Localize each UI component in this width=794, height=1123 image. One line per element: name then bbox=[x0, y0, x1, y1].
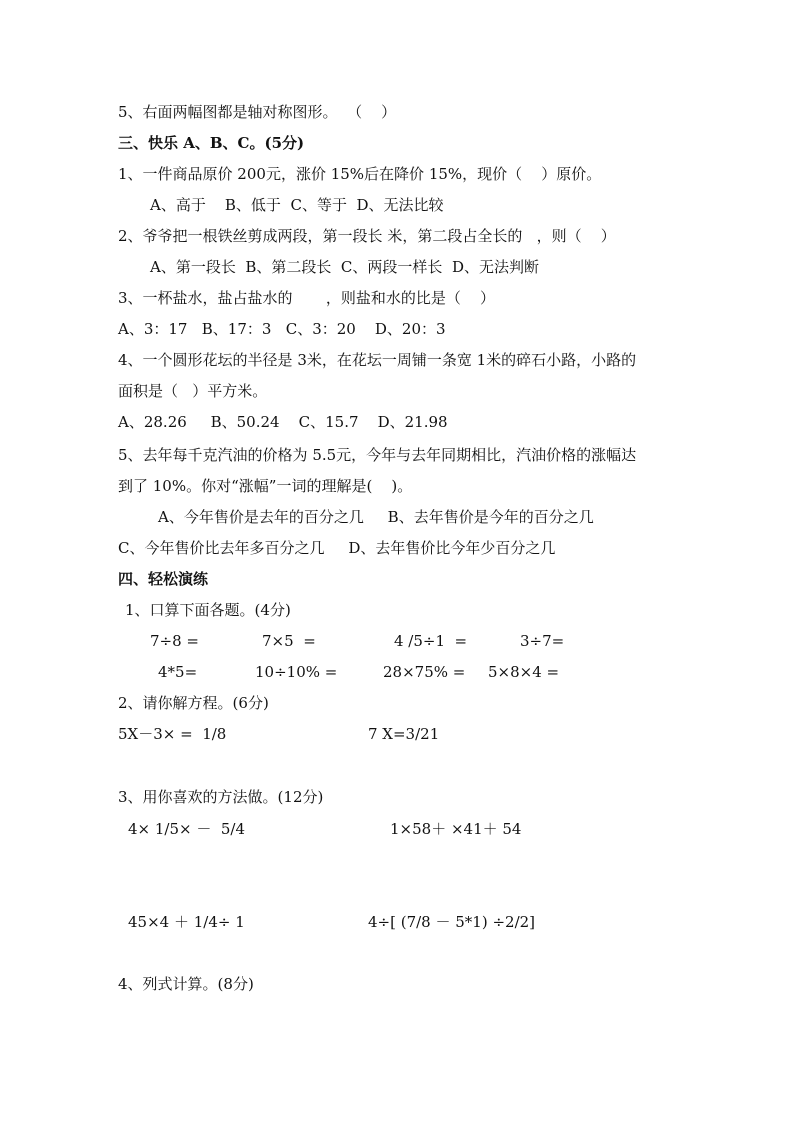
calculation-item: 45×4 ＋ 1/4÷ 1 bbox=[128, 913, 245, 931]
question-5-gasoline: 5、去年每千克汽油的价格为 5.5元，今年与去年同期相比，汽油价格的涨幅达 bbox=[118, 446, 637, 464]
mental-math-item: 7÷8 = bbox=[150, 632, 199, 650]
question-3-salt: 3、一杯盐水，盐占盐水的 ，则盐和水的比是（ ） bbox=[118, 289, 495, 307]
question-3-options: A、3：17 B、17：3 C、3：20 D、20：3 bbox=[118, 320, 446, 338]
exercise-3-heading: 3、用你喜欢的方法做。(12分) bbox=[118, 788, 324, 806]
question-4-garden: 4、一个圆形花坛的半径是 3米，在花坛一周铺一条宽 1米的碎石小路，小路的 bbox=[118, 351, 637, 369]
mental-math-item: 10÷10% = bbox=[255, 663, 338, 681]
section-3-heading: 三、快乐 A、B、C。(5分) bbox=[118, 134, 305, 152]
question-5-continued: 到了 10%。你对“涨幅”一词的理解是( )。 bbox=[118, 477, 413, 495]
question-5-options-cd: C、今年售价比去年多百分之几 D、去年售价比今年少百分之几 bbox=[118, 539, 556, 557]
section-4-heading: 四、轻松演练 bbox=[118, 570, 209, 588]
question-2-options: A、第一段长 B、第二段长 C、两段一样长 D、无法判断 bbox=[150, 258, 539, 276]
question-4-options: A、28.26 B、50.24 C、15.7 D、21.98 bbox=[118, 413, 448, 431]
equation-item: 7 X=3/21 bbox=[368, 725, 440, 743]
exercise-1-heading: 1、口算下面各题。(4分) bbox=[125, 601, 291, 619]
calculation-item: 4÷[ (7/8 － 5*1) ÷2/2] bbox=[368, 913, 536, 931]
exercise-2-heading: 2、请你解方程。(6分) bbox=[118, 694, 269, 712]
mental-math-item: 4*5= bbox=[158, 663, 198, 681]
question-1-price: 1、一件商品原价 200元，涨价 15%后在降价 15%，现价（ ）原价。 bbox=[118, 165, 602, 183]
mental-math-item: 4 /5÷1 = bbox=[394, 632, 468, 650]
question-1-options: A、高于 B、低于 C、等于 D、无法比较 bbox=[150, 196, 444, 214]
question-5-symmetry: 5、右面两幅图都是轴对称图形。 （ ） bbox=[118, 103, 397, 121]
exercise-4-heading: 4、列式计算。(8分) bbox=[118, 975, 254, 993]
mental-math-item: 5×8×4 = bbox=[488, 663, 560, 681]
question-2-wire: 2、爷爷把一根铁丝剪成两段，第一段长 米，第二段占全长的 ，则（ ） bbox=[118, 227, 616, 245]
question-5-options-ab: A、今年售价是去年的百分之几 B、去年售价是今年的百分之几 bbox=[158, 508, 594, 526]
mental-math-item: 3÷7= bbox=[520, 632, 565, 650]
mental-math-item: 7×5 = bbox=[262, 632, 316, 650]
calculation-item: 1×58＋ ×41＋ 54 bbox=[390, 820, 522, 838]
equation-item: 5X－3× = 1/8 bbox=[118, 725, 227, 743]
calculation-item: 4× 1/5× － 5/4 bbox=[128, 820, 246, 838]
mental-math-item: 28×75% = bbox=[383, 663, 466, 681]
question-4-continued: 面积是（ ）平方米。 bbox=[118, 382, 268, 400]
